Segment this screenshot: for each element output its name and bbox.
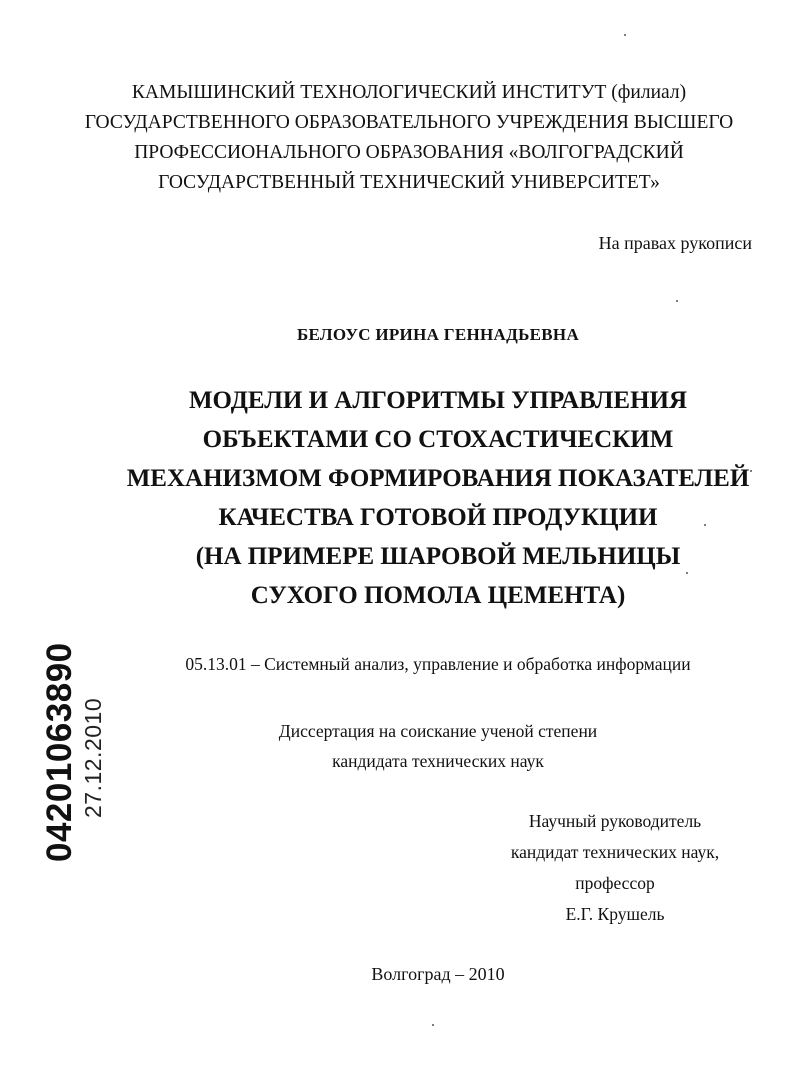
degree-line: кандидата технических наук	[332, 751, 544, 771]
title-line: (НА ПРИМЕРЕ ШАРОВОЙ МЕЛЬНИЦЫ	[195, 543, 681, 570]
institution-line: ПРОФЕССИОНАЛЬНОГО ОБРАЗОВАНИЯ «ВОЛГОГРАДСКИЙ	[134, 142, 684, 163]
title-line: ОБЪЕКТАМИ СО СТОХАСТИЧЕСКИМ	[202, 426, 674, 453]
institution-line: КАМЫШИНСКИЙ ТЕХНОЛОГИЧЕСКИЙ ИНСТИТУТ (филиал)	[131, 82, 687, 103]
specialty-code: 05.13.01 – Системный анализ, управление и обработка информации	[185, 654, 691, 674]
stamp-number: 04201063890	[40, 642, 79, 862]
library-stamp	[40, 602, 106, 862]
scan-speck	[676, 300, 678, 302]
title-line: КАЧЕСТВА ГОТОВОЙ ПРОДУКЦИИ	[218, 504, 658, 531]
scan-speck	[624, 34, 626, 36]
title-line: МЕХАНИЗМОМ ФОРМИРОВАНИЯ ПОКАЗАТЕЛЕЙ	[126, 465, 750, 492]
supervisor-line: кандидат технических наук,	[510, 842, 720, 862]
institution-header	[24, 78, 794, 198]
dissertation-title	[40, 381, 796, 615]
supervisor-line: Научный руководитель	[528, 811, 702, 831]
title-line: СУХОГО ПОМОЛА ЦЕМЕНТА)	[250, 582, 626, 609]
institution-line: ГОСУДАРСТВЕННОГО ОБРАЗОВАТЕЛЬНОГО УЧРЕЖДЕНИЯ ВЫСШЕГО	[84, 112, 734, 133]
manuscript-rights-note: На правах рукописи	[598, 233, 752, 253]
author-name: БЕЛОУС ИРИНА ГЕННАДЬЕВНА	[296, 325, 580, 344]
stamp-date: 27.12.2010	[80, 697, 106, 818]
title-line: МОДЕЛИ И АЛГОРИТМЫ УПРАВЛЕНИЯ	[188, 387, 688, 414]
scan-speck	[704, 524, 706, 526]
degree-line: Диссертация на соискание ученой степени	[278, 721, 598, 741]
supervisor-block	[490, 806, 740, 930]
degree-statement	[40, 716, 796, 776]
scan-speck	[432, 1024, 434, 1026]
scan-speck	[750, 470, 752, 472]
supervisor-line: профессор	[575, 873, 655, 893]
city-year: Волгоград – 2010	[371, 964, 505, 984]
scan-speck	[686, 572, 688, 574]
institution-line: ГОСУДАРСТВЕННЫЙ ТЕХНИЧЕСКИЙ УНИВЕРСИТЕТ»	[158, 172, 660, 193]
supervisor-line: Е.Г. Крушель	[565, 904, 665, 924]
